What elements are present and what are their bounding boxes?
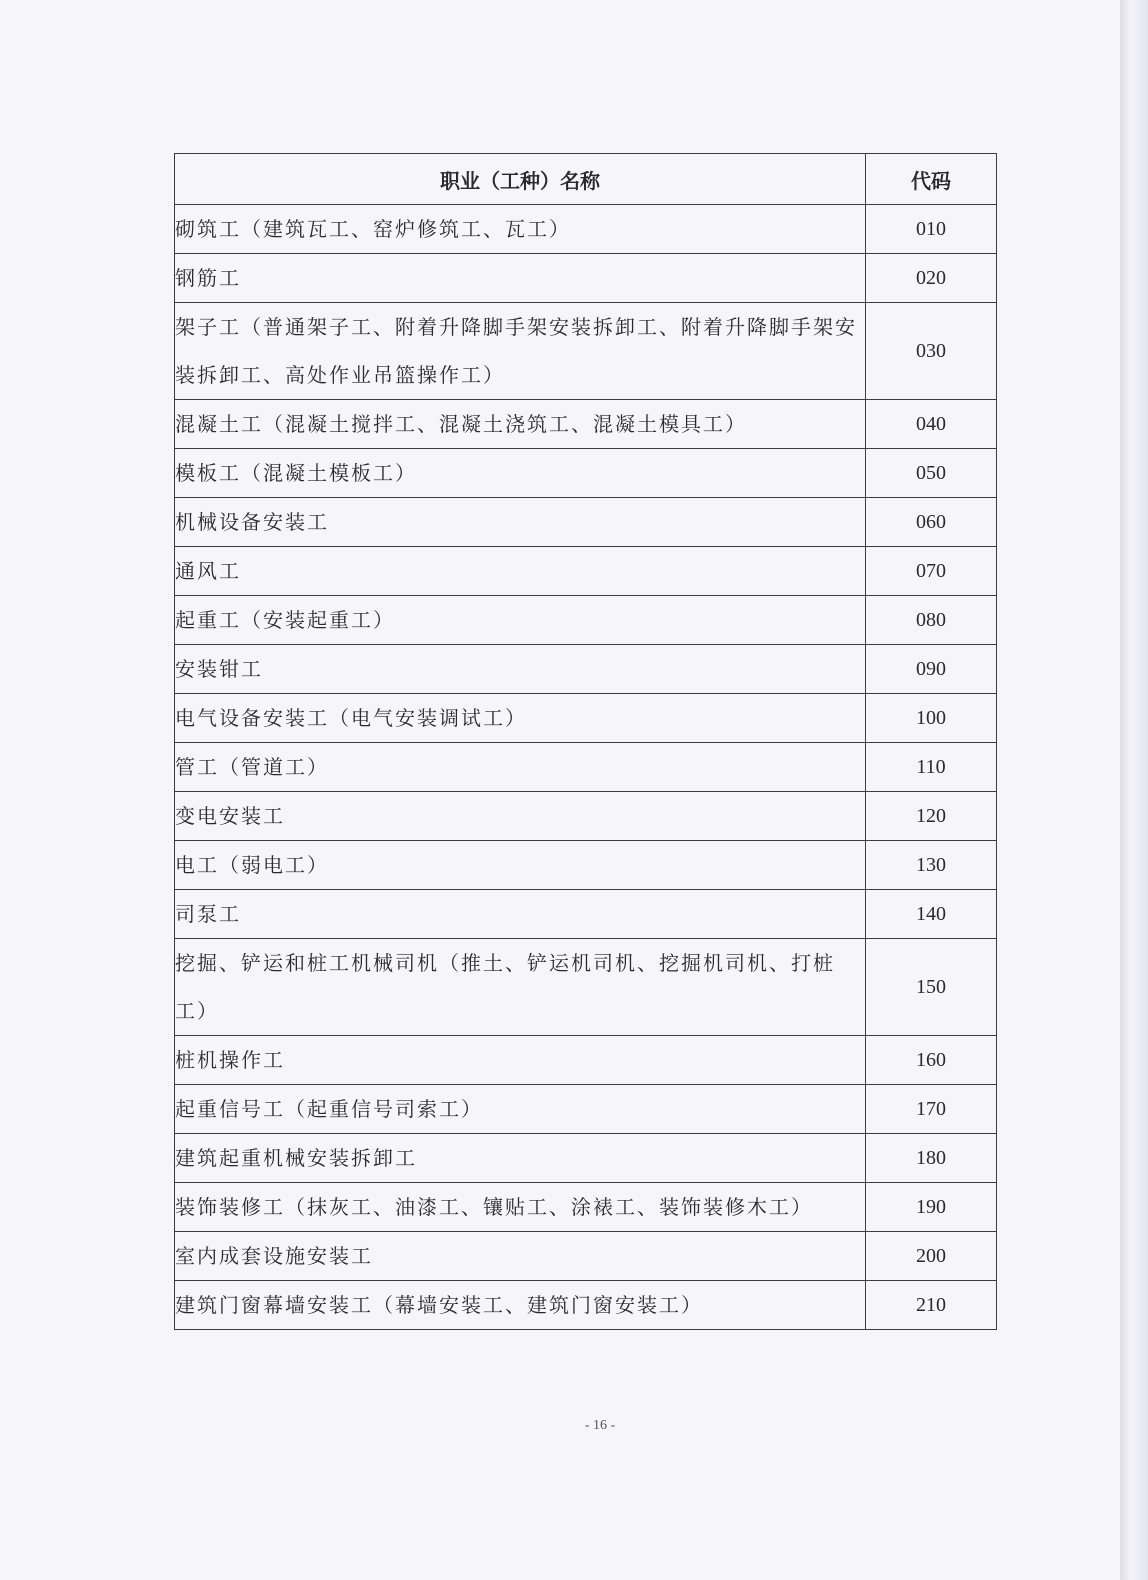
occupation-code: 160 (866, 1036, 997, 1085)
occupation-code: 110 (866, 743, 997, 792)
occupation-code: 050 (866, 449, 997, 498)
occupation-name: 砌筑工（建筑瓦工、窑炉修筑工、瓦工） (175, 205, 866, 254)
occupation-name: 通风工 (175, 547, 866, 596)
occupation-code: 010 (866, 205, 997, 254)
occupation-name: 机械设备安装工 (175, 498, 866, 547)
occupation-code: 080 (866, 596, 997, 645)
occupation-code: 130 (866, 841, 997, 890)
occupation-name: 架子工（普通架子工、附着升降脚手架安装拆卸工、附着升降脚手架安装拆卸工、高处作业吊篮操作工） (175, 303, 866, 400)
occupation-code: 040 (866, 400, 997, 449)
table-row (175, 841, 997, 890)
occupation-code: 210 (866, 1281, 997, 1330)
occupation-code: 180 (866, 1134, 997, 1183)
table-row (175, 1232, 997, 1281)
page-number: - 16 - (584, 1418, 616, 1433)
occupation-name: 变电安装工 (175, 792, 866, 841)
occupation-name: 室内成套设施安装工 (175, 1232, 866, 1281)
occupation-name: 电工（弱电工） (175, 841, 866, 890)
occupation-name: 起重信号工（起重信号司索工） (175, 1085, 866, 1134)
table-row (175, 743, 997, 792)
occupation-code: 140 (866, 890, 997, 939)
header-name: 职业（工种）名称 (175, 154, 866, 205)
occupation-code: 150 (866, 939, 997, 1036)
table-header-row (175, 154, 997, 205)
occupation-code: 190 (866, 1183, 997, 1232)
occupation-code: 120 (866, 792, 997, 841)
table-row (175, 303, 997, 400)
occupation-name: 挖掘、铲运和桩工机械司机（推土、铲运机司机、挖掘机司机、打桩工） (175, 939, 866, 1036)
table-row (175, 1085, 997, 1134)
occupation-name: 装饰装修工（抹灰工、油漆工、镶贴工、涂裱工、装饰装修木工） (175, 1183, 866, 1232)
page-edge (1120, 0, 1148, 1580)
occupation-name: 建筑起重机械安装拆卸工 (175, 1134, 866, 1183)
occupation-name: 管工（管道工） (175, 743, 866, 792)
table-row (175, 694, 997, 743)
occupation-code: 100 (866, 694, 997, 743)
occupation-name: 钢筋工 (175, 254, 866, 303)
table-row (175, 596, 997, 645)
occupation-code: 020 (866, 254, 997, 303)
occupation-code: 030 (866, 303, 997, 400)
occupation-code: 090 (866, 645, 997, 694)
occupation-code-table (174, 153, 997, 1330)
table-row (175, 449, 997, 498)
occupation-name: 模板工（混凝土模板工） (175, 449, 866, 498)
occupation-name: 司泵工 (175, 890, 866, 939)
occupation-code: 060 (866, 498, 997, 547)
occupation-name: 电气设备安装工（电气安装调试工） (175, 694, 866, 743)
occupation-name: 建筑门窗幕墙安装工（幕墙安装工、建筑门窗安装工） (175, 1281, 866, 1330)
table-row (175, 547, 997, 596)
occupation-code: 170 (866, 1085, 997, 1134)
table-row (175, 400, 997, 449)
occupation-name: 起重工（安装起重工） (175, 596, 866, 645)
table-row (175, 1036, 997, 1085)
occupation-name: 混凝土工（混凝土搅拌工、混凝土浇筑工、混凝土模具工） (175, 400, 866, 449)
table-row (175, 205, 997, 254)
table-row (175, 939, 997, 1036)
occupation-name: 安装钳工 (175, 645, 866, 694)
occupation-code: 200 (866, 1232, 997, 1281)
table-row (175, 498, 997, 547)
table-row (175, 1281, 997, 1330)
table-row (175, 645, 997, 694)
header-code: 代码 (866, 154, 997, 205)
table-row (175, 1183, 997, 1232)
occupation-name: 桩机操作工 (175, 1036, 866, 1085)
table-row (175, 1134, 997, 1183)
table-row (175, 792, 997, 841)
table-row (175, 890, 997, 939)
table-row (175, 254, 997, 303)
occupation-code: 070 (866, 547, 997, 596)
